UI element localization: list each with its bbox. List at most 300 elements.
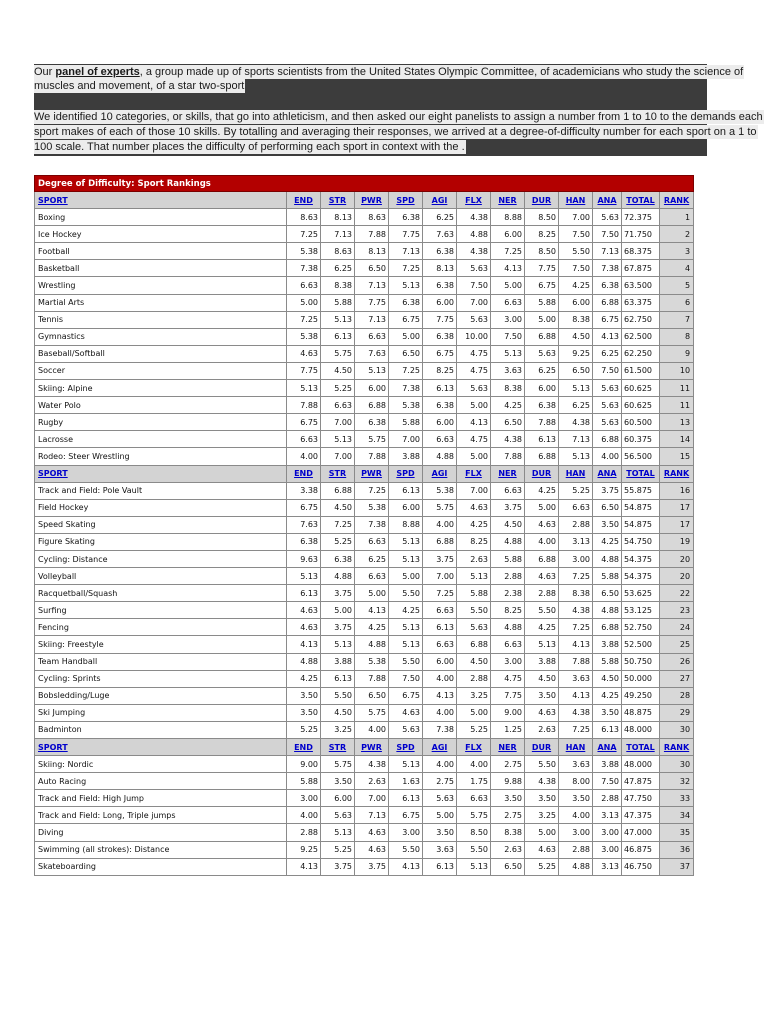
score-cell: 2.88 bbox=[593, 790, 622, 807]
score-cell: 9.88 bbox=[491, 773, 525, 790]
score-cell: 3.88 bbox=[389, 448, 423, 465]
sport-name-cell: Ski Jumping bbox=[35, 704, 287, 721]
score-cell: 6.63 bbox=[457, 790, 491, 807]
score-cell: 5.88 bbox=[593, 568, 622, 585]
score-cell: 3.38 bbox=[287, 482, 321, 499]
score-cell: 5.88 bbox=[593, 653, 622, 670]
score-cell: 3.50 bbox=[593, 516, 622, 533]
sport-name-cell: Figure Skating bbox=[35, 533, 287, 550]
score-cell: 8.25 bbox=[423, 362, 457, 379]
score-cell: 4.88 bbox=[457, 226, 491, 243]
table-row bbox=[35, 670, 694, 687]
score-cell: 8.38 bbox=[559, 585, 593, 602]
column-header-sport[interactable]: SPORT bbox=[35, 739, 287, 756]
table-row bbox=[35, 687, 694, 704]
score-cell: 5.00 bbox=[457, 397, 491, 414]
score-cell: 3.50 bbox=[287, 704, 321, 721]
score-cell: 6.13 bbox=[321, 670, 355, 687]
total-cell: 62.750 bbox=[622, 311, 660, 328]
score-cell: 5.00 bbox=[287, 294, 321, 311]
score-cell: 5.75 bbox=[321, 345, 355, 362]
score-cell: 8.63 bbox=[355, 209, 389, 226]
sport-name-cell: Track and Field: Long, Triple jumps bbox=[35, 807, 287, 824]
score-cell: 5.63 bbox=[457, 380, 491, 397]
score-cell: 8.13 bbox=[355, 243, 389, 260]
table-row bbox=[35, 380, 694, 397]
score-cell: 8.50 bbox=[525, 243, 559, 260]
score-cell: 5.38 bbox=[287, 243, 321, 260]
rank-cell: 35 bbox=[660, 824, 694, 841]
score-cell: 5.00 bbox=[491, 277, 525, 294]
score-cell: 6.38 bbox=[355, 414, 389, 431]
score-cell: 7.38 bbox=[287, 260, 321, 277]
score-cell: 3.50 bbox=[491, 790, 525, 807]
score-cell: 6.00 bbox=[389, 499, 423, 516]
sport-name-cell: Badminton bbox=[35, 721, 287, 738]
score-cell: 4.88 bbox=[287, 653, 321, 670]
sport-name-cell: Lacrosse bbox=[35, 431, 287, 448]
score-cell: 6.75 bbox=[593, 311, 622, 328]
score-cell: 3.50 bbox=[287, 687, 321, 704]
score-cell: 4.63 bbox=[355, 841, 389, 858]
score-cell: 6.75 bbox=[287, 414, 321, 431]
score-cell: 7.13 bbox=[321, 226, 355, 243]
sport-name-cell: Skiing: Freestyle bbox=[35, 636, 287, 653]
score-cell: 4.63 bbox=[525, 704, 559, 721]
score-cell: 7.00 bbox=[559, 209, 593, 226]
score-cell: 6.63 bbox=[287, 277, 321, 294]
score-cell: 7.75 bbox=[287, 362, 321, 379]
score-cell: 6.88 bbox=[525, 448, 559, 465]
score-cell: 7.75 bbox=[389, 226, 423, 243]
score-cell: 5.00 bbox=[457, 448, 491, 465]
column-header-ner[interactable]: NER bbox=[491, 192, 525, 209]
score-cell: 8.38 bbox=[321, 277, 355, 294]
score-cell: 7.63 bbox=[423, 226, 457, 243]
column-header-han[interactable]: HAN bbox=[559, 192, 593, 209]
intro-paragraph-1-line-2: muscles and movement, of a star two-sport bbox=[34, 80, 245, 92]
score-cell: 5.25 bbox=[525, 858, 559, 875]
column-header-ner[interactable]: NER bbox=[491, 739, 525, 756]
score-cell: 7.25 bbox=[559, 721, 593, 738]
score-cell: 6.13 bbox=[593, 721, 622, 738]
score-cell: 6.13 bbox=[525, 431, 559, 448]
table-title: Degree of Difficulty: Sport Rankings bbox=[35, 176, 694, 192]
score-cell: 3.00 bbox=[287, 790, 321, 807]
table-row bbox=[35, 533, 694, 550]
column-header-agi[interactable]: AGI bbox=[423, 465, 457, 482]
score-cell: 5.13 bbox=[491, 345, 525, 362]
sport-name-cell: Water Polo bbox=[35, 397, 287, 414]
score-cell: 4.00 bbox=[287, 807, 321, 824]
column-header-total[interactable]: TOTAL bbox=[622, 465, 660, 482]
column-header-flx[interactable]: FLX bbox=[457, 739, 491, 756]
sport-name-cell: Rodeo: Steer Wrestling bbox=[35, 448, 287, 465]
sport-name-cell: Auto Racing bbox=[35, 773, 287, 790]
score-cell: 4.63 bbox=[389, 704, 423, 721]
sport-name-cell: Ice Hockey bbox=[35, 226, 287, 243]
sport-name-cell: Baseball/Softball bbox=[35, 345, 287, 362]
score-cell: 6.88 bbox=[457, 636, 491, 653]
rank-cell: 30 bbox=[660, 756, 694, 773]
table-row bbox=[35, 499, 694, 516]
table-row bbox=[35, 721, 694, 738]
score-cell: 4.25 bbox=[287, 670, 321, 687]
table-row bbox=[35, 277, 694, 294]
score-cell: 6.50 bbox=[491, 858, 525, 875]
score-cell: 2.75 bbox=[491, 756, 525, 773]
score-cell: 5.13 bbox=[287, 380, 321, 397]
score-cell: 4.13 bbox=[355, 602, 389, 619]
score-cell: 4.25 bbox=[389, 602, 423, 619]
column-header-pwr[interactable]: PWR bbox=[355, 465, 389, 482]
score-cell: 8.13 bbox=[321, 209, 355, 226]
table-row bbox=[35, 636, 694, 653]
rank-cell: 1 bbox=[660, 209, 694, 226]
table-title-row bbox=[35, 176, 694, 192]
score-cell: 2.88 bbox=[559, 841, 593, 858]
total-cell: 54.875 bbox=[622, 499, 660, 516]
total-cell: 67.875 bbox=[622, 260, 660, 277]
column-header-end[interactable]: END bbox=[287, 192, 321, 209]
total-cell: 54.375 bbox=[622, 568, 660, 585]
score-cell: 4.88 bbox=[491, 619, 525, 636]
score-cell: 4.75 bbox=[457, 431, 491, 448]
total-cell: 62.500 bbox=[622, 328, 660, 345]
score-cell: 7.38 bbox=[423, 721, 457, 738]
total-cell: 53.625 bbox=[622, 585, 660, 602]
score-cell: 3.00 bbox=[559, 824, 593, 841]
score-cell: 5.63 bbox=[457, 619, 491, 636]
score-cell: 6.38 bbox=[525, 397, 559, 414]
total-cell: 55.875 bbox=[622, 482, 660, 499]
score-cell: 7.88 bbox=[287, 397, 321, 414]
score-cell: 6.63 bbox=[559, 499, 593, 516]
score-cell: 5.13 bbox=[321, 431, 355, 448]
score-cell: 6.88 bbox=[355, 397, 389, 414]
score-cell: 7.13 bbox=[389, 243, 423, 260]
column-header-dur[interactable]: DUR bbox=[525, 465, 559, 482]
column-header-pwr[interactable]: PWR bbox=[355, 739, 389, 756]
rank-cell: 11 bbox=[660, 380, 694, 397]
score-cell: 7.75 bbox=[525, 260, 559, 277]
difficulty-table-container bbox=[34, 175, 693, 876]
rank-cell: 28 bbox=[660, 687, 694, 704]
score-cell: 3.50 bbox=[559, 790, 593, 807]
table-row bbox=[35, 448, 694, 465]
score-cell: 4.38 bbox=[559, 414, 593, 431]
column-header-flx[interactable]: FLX bbox=[457, 192, 491, 209]
score-cell: 6.88 bbox=[593, 619, 622, 636]
score-cell: 9.00 bbox=[287, 756, 321, 773]
score-cell: 5.13 bbox=[389, 756, 423, 773]
column-header-ner[interactable]: NER bbox=[491, 465, 525, 482]
rank-cell: 19 bbox=[660, 533, 694, 550]
column-header-sport[interactable]: SPORT bbox=[35, 465, 287, 482]
score-cell: 5.13 bbox=[525, 636, 559, 653]
total-cell: 48.875 bbox=[622, 704, 660, 721]
score-cell: 5.25 bbox=[559, 482, 593, 499]
column-header-rank[interactable]: RANK bbox=[660, 192, 694, 209]
table-row bbox=[35, 431, 694, 448]
total-cell: 60.625 bbox=[622, 380, 660, 397]
score-cell: 7.25 bbox=[423, 585, 457, 602]
score-cell: 7.25 bbox=[389, 362, 423, 379]
score-cell: 5.63 bbox=[321, 807, 355, 824]
score-cell: 5.00 bbox=[525, 499, 559, 516]
total-cell: 62.250 bbox=[622, 345, 660, 362]
score-cell: 2.88 bbox=[287, 824, 321, 841]
score-cell: 2.63 bbox=[491, 841, 525, 858]
score-cell: 6.50 bbox=[355, 687, 389, 704]
score-cell: 4.38 bbox=[559, 602, 593, 619]
score-cell: 5.50 bbox=[389, 585, 423, 602]
score-cell: 3.13 bbox=[559, 533, 593, 550]
score-cell: 9.00 bbox=[491, 704, 525, 721]
score-cell: 3.88 bbox=[593, 636, 622, 653]
score-cell: 4.63 bbox=[287, 619, 321, 636]
sport-name-cell: Racquetball/Squash bbox=[35, 585, 287, 602]
sport-name-cell: Soccer bbox=[35, 362, 287, 379]
score-cell: 5.50 bbox=[457, 602, 491, 619]
rank-cell: 33 bbox=[660, 790, 694, 807]
score-cell: 3.63 bbox=[423, 841, 457, 858]
column-header-row bbox=[35, 192, 694, 209]
score-cell: 7.50 bbox=[559, 260, 593, 277]
score-cell: 5.00 bbox=[457, 704, 491, 721]
table-row bbox=[35, 602, 694, 619]
score-cell: 7.00 bbox=[321, 448, 355, 465]
score-cell: 6.13 bbox=[423, 858, 457, 875]
column-header-spd[interactable]: SPD bbox=[389, 739, 423, 756]
column-header-str[interactable]: STR bbox=[321, 465, 355, 482]
column-header-spd[interactable]: SPD bbox=[389, 192, 423, 209]
score-cell: 6.25 bbox=[559, 397, 593, 414]
sport-name-cell: Cycling: Sprints bbox=[35, 670, 287, 687]
score-cell: 5.00 bbox=[525, 311, 559, 328]
score-cell: 6.75 bbox=[389, 807, 423, 824]
table-row bbox=[35, 568, 694, 585]
sport-name-cell: Skiing: Nordic bbox=[35, 756, 287, 773]
sport-name-cell: Rugby bbox=[35, 414, 287, 431]
table-row bbox=[35, 807, 694, 824]
total-cell: 47.000 bbox=[622, 824, 660, 841]
column-header-end[interactable]: END bbox=[287, 739, 321, 756]
score-cell: 5.63 bbox=[593, 397, 622, 414]
column-header-str[interactable]: STR bbox=[321, 192, 355, 209]
score-cell: 7.13 bbox=[593, 243, 622, 260]
score-cell: 10.00 bbox=[457, 328, 491, 345]
score-cell: 4.50 bbox=[321, 499, 355, 516]
score-cell: 4.13 bbox=[593, 328, 622, 345]
score-cell: 3.75 bbox=[491, 499, 525, 516]
score-cell: 6.88 bbox=[525, 550, 559, 567]
score-cell: 5.13 bbox=[389, 636, 423, 653]
score-cell: 4.88 bbox=[593, 550, 622, 567]
score-cell: 4.63 bbox=[525, 841, 559, 858]
score-cell: 5.25 bbox=[321, 380, 355, 397]
sport-name-cell: Volleyball bbox=[35, 568, 287, 585]
sport-name-cell: Fencing bbox=[35, 619, 287, 636]
score-cell: 7.75 bbox=[355, 294, 389, 311]
score-cell: 6.00 bbox=[321, 790, 355, 807]
score-cell: 7.00 bbox=[321, 414, 355, 431]
score-cell: 5.13 bbox=[389, 277, 423, 294]
score-cell: 5.75 bbox=[355, 704, 389, 721]
column-header-han[interactable]: HAN bbox=[559, 739, 593, 756]
score-cell: 4.50 bbox=[321, 704, 355, 721]
score-cell: 5.00 bbox=[355, 585, 389, 602]
column-header-rank[interactable]: RANK bbox=[660, 465, 694, 482]
column-header-ana[interactable]: ANA bbox=[593, 192, 622, 209]
table-row bbox=[35, 858, 694, 875]
score-cell: 4.00 bbox=[525, 533, 559, 550]
column-header-agi[interactable]: AGI bbox=[423, 739, 457, 756]
score-cell: 5.25 bbox=[321, 533, 355, 550]
column-header-dur[interactable]: DUR bbox=[525, 739, 559, 756]
score-cell: 6.38 bbox=[389, 209, 423, 226]
column-header-agi[interactable]: AGI bbox=[423, 192, 457, 209]
score-cell: 7.75 bbox=[491, 687, 525, 704]
score-cell: 5.00 bbox=[525, 824, 559, 841]
score-cell: 6.50 bbox=[389, 345, 423, 362]
score-cell: 3.00 bbox=[593, 824, 622, 841]
score-cell: 4.63 bbox=[525, 568, 559, 585]
score-cell: 8.50 bbox=[525, 209, 559, 226]
score-cell: 5.88 bbox=[321, 294, 355, 311]
score-cell: 6.38 bbox=[321, 550, 355, 567]
column-header-row bbox=[35, 465, 694, 482]
score-cell: 4.38 bbox=[525, 773, 559, 790]
score-cell: 3.88 bbox=[525, 653, 559, 670]
score-cell: 6.63 bbox=[491, 482, 525, 499]
score-cell: 6.38 bbox=[423, 328, 457, 345]
sport-name-cell: Skiing: Alpine bbox=[35, 380, 287, 397]
score-cell: 7.88 bbox=[491, 448, 525, 465]
score-cell: 4.00 bbox=[593, 448, 622, 465]
score-cell: 5.50 bbox=[389, 841, 423, 858]
column-header-pwr[interactable]: PWR bbox=[355, 192, 389, 209]
score-cell: 5.63 bbox=[423, 790, 457, 807]
column-header-str[interactable]: STR bbox=[321, 739, 355, 756]
sport-name-cell: Surfing bbox=[35, 602, 287, 619]
rank-cell: 29 bbox=[660, 704, 694, 721]
score-cell: 6.13 bbox=[423, 380, 457, 397]
score-cell: 7.25 bbox=[287, 311, 321, 328]
total-cell: 50.000 bbox=[622, 670, 660, 687]
table-row bbox=[35, 619, 694, 636]
column-header-spd[interactable]: SPD bbox=[389, 465, 423, 482]
column-header-total[interactable]: TOTAL bbox=[622, 739, 660, 756]
score-cell: 3.50 bbox=[423, 824, 457, 841]
score-cell: 3.75 bbox=[321, 585, 355, 602]
score-cell: 2.88 bbox=[457, 670, 491, 687]
score-cell: 4.88 bbox=[423, 448, 457, 465]
score-cell: 7.88 bbox=[559, 653, 593, 670]
rank-cell: 20 bbox=[660, 568, 694, 585]
table-row bbox=[35, 397, 694, 414]
score-cell: 7.13 bbox=[559, 431, 593, 448]
score-cell: 8.25 bbox=[457, 533, 491, 550]
column-header-flx[interactable]: FLX bbox=[457, 465, 491, 482]
sport-name-cell: Diving bbox=[35, 824, 287, 841]
column-header-end[interactable]: END bbox=[287, 465, 321, 482]
sport-name-cell: Wrestling bbox=[35, 277, 287, 294]
score-cell: 5.63 bbox=[593, 380, 622, 397]
column-header-total[interactable]: TOTAL bbox=[622, 192, 660, 209]
table-row bbox=[35, 482, 694, 499]
column-header-ana[interactable]: ANA bbox=[593, 465, 622, 482]
total-cell: 63.375 bbox=[622, 294, 660, 311]
score-cell: 4.63 bbox=[525, 516, 559, 533]
score-cell: 4.00 bbox=[559, 807, 593, 824]
score-cell: 6.88 bbox=[321, 482, 355, 499]
sport-name-cell: Skateboarding bbox=[35, 858, 287, 875]
score-cell: 7.25 bbox=[559, 568, 593, 585]
rank-cell: 5 bbox=[660, 277, 694, 294]
score-cell: 4.63 bbox=[287, 345, 321, 362]
score-cell: 8.63 bbox=[321, 243, 355, 260]
score-cell: 3.75 bbox=[321, 619, 355, 636]
score-cell: 5.63 bbox=[389, 721, 423, 738]
table-row bbox=[35, 243, 694, 260]
score-cell: 2.75 bbox=[491, 807, 525, 824]
score-cell: 6.50 bbox=[593, 499, 622, 516]
score-cell: 4.25 bbox=[457, 516, 491, 533]
score-cell: 5.63 bbox=[457, 311, 491, 328]
total-cell: 46.875 bbox=[622, 841, 660, 858]
score-cell: 5.13 bbox=[559, 448, 593, 465]
score-cell: 9.25 bbox=[287, 841, 321, 858]
total-cell: 47.875 bbox=[622, 773, 660, 790]
total-cell: 71.750 bbox=[622, 226, 660, 243]
column-header-rank[interactable]: RANK bbox=[660, 739, 694, 756]
column-header-sport[interactable]: SPORT bbox=[35, 192, 287, 209]
rank-cell: 34 bbox=[660, 807, 694, 824]
score-cell: 6.63 bbox=[423, 636, 457, 653]
score-cell: 2.63 bbox=[525, 721, 559, 738]
score-cell: 6.38 bbox=[593, 277, 622, 294]
score-cell: 4.50 bbox=[525, 670, 559, 687]
score-cell: 6.38 bbox=[423, 243, 457, 260]
score-cell: 3.50 bbox=[593, 704, 622, 721]
score-cell: 5.50 bbox=[389, 653, 423, 670]
score-cell: 7.13 bbox=[355, 807, 389, 824]
table-row bbox=[35, 311, 694, 328]
rank-cell: 27 bbox=[660, 670, 694, 687]
column-header-dur[interactable]: DUR bbox=[525, 192, 559, 209]
column-header-ana[interactable]: ANA bbox=[593, 739, 622, 756]
score-cell: 3.13 bbox=[593, 807, 622, 824]
score-cell: 6.63 bbox=[423, 431, 457, 448]
score-cell: 7.25 bbox=[559, 619, 593, 636]
score-cell: 7.88 bbox=[525, 414, 559, 431]
score-cell: 5.13 bbox=[321, 311, 355, 328]
total-cell: 68.375 bbox=[622, 243, 660, 260]
score-cell: 3.75 bbox=[355, 858, 389, 875]
total-cell: 48.000 bbox=[622, 721, 660, 738]
score-cell: 2.63 bbox=[355, 773, 389, 790]
score-cell: 4.25 bbox=[525, 482, 559, 499]
score-cell: 5.88 bbox=[457, 585, 491, 602]
panel-of-experts-link[interactable]: panel of experts bbox=[55, 66, 140, 78]
total-cell: 46.750 bbox=[622, 858, 660, 875]
score-cell: 8.38 bbox=[491, 824, 525, 841]
score-cell: 5.25 bbox=[321, 841, 355, 858]
column-header-han[interactable]: HAN bbox=[559, 465, 593, 482]
score-cell: 7.50 bbox=[491, 328, 525, 345]
score-cell: 6.38 bbox=[389, 294, 423, 311]
